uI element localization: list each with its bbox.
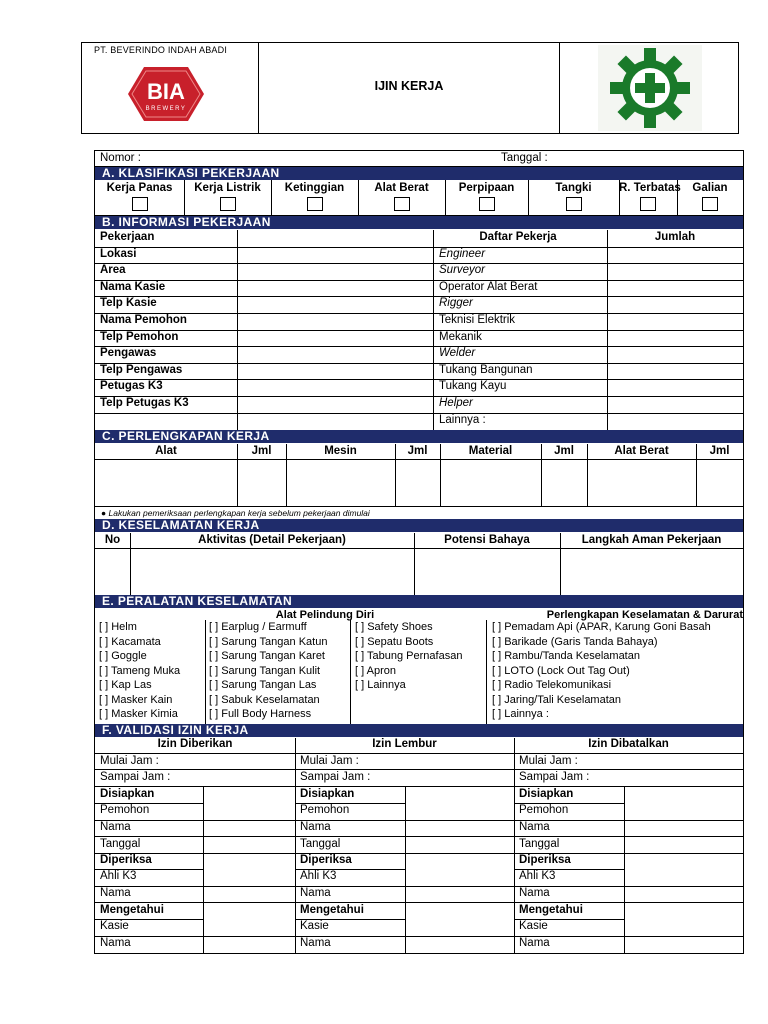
pekerja-type: Teknisi Elektrik: [439, 314, 516, 326]
keselamatan-header: Langkah Aman Pekerjaan: [581, 534, 722, 546]
validasi-field: Tanggal: [100, 838, 141, 850]
klasifikasi-label: Tangki: [555, 182, 592, 194]
klasifikasi-checkbox[interactable]: [394, 197, 410, 211]
keselamatan-header: Aktivitas (Detail Pekerjaan): [198, 534, 346, 546]
info-field-label: Pengawas: [100, 347, 157, 360]
perlengkapan-header: Jml: [554, 445, 574, 457]
validasi-field: Nama: [519, 937, 550, 949]
validasi-field: Kasie: [300, 920, 329, 932]
klasifikasi-label: Perpipaan: [458, 182, 515, 194]
info-field-label: Nama Pemohon: [100, 314, 187, 326]
validasi-field: Nama: [300, 821, 331, 833]
peralatan-item: [ ] Sarung Tangan Las: [209, 679, 317, 691]
peralatan-item: [ ] Helm: [99, 621, 137, 633]
keselamatan-header: No: [104, 534, 121, 546]
validasi-field: Kasie: [519, 920, 548, 932]
peralatan-item: [ ] Kap Las: [99, 679, 152, 691]
klasifikasi-label: Ketinggian: [284, 182, 345, 194]
peralatan-item: [ ] Kacamata: [99, 635, 161, 648]
section-a-header: A. KLASIFIKASI PEKERJAAN: [95, 167, 743, 180]
validasi-field: Nama: [300, 937, 331, 949]
validasi-field: Nama: [100, 821, 131, 833]
info-field-label: Nama Kasie: [100, 280, 166, 293]
darurat-header: Perlengkapan Keselamatan & Darurat: [546, 609, 743, 621]
validasi-column-header: Izin Lembur: [372, 738, 437, 750]
peralatan-item: [ ] Lainnya: [355, 679, 406, 691]
pekerja-type: Lainnya :: [439, 413, 486, 426]
klasifikasi-label: Kerja Listrik: [194, 182, 261, 194]
klasifikasi-label: Alat Berat: [374, 182, 429, 194]
validasi-field: Mulai Jam :: [100, 755, 159, 767]
peralatan-item: [ ] Lainnya :: [492, 708, 549, 720]
bia-logo: [126, 65, 206, 123]
validasi-field: Ahli K3: [100, 870, 137, 882]
tanggal-label: Tanggal :: [501, 152, 548, 164]
company-name: PT. BEVERINDO INDAH ABADI: [94, 45, 228, 55]
pekerja-type: Surveyor: [439, 264, 486, 277]
perlengkapan-header: Alat: [155, 445, 177, 457]
klasifikasi-checkbox[interactable]: [479, 197, 495, 211]
validasi-field: Nama: [300, 887, 331, 899]
daftar-pekerja-header: Daftar Pekerja: [479, 231, 557, 243]
perlengkapan-header: Jml: [251, 445, 272, 457]
peralatan-item: [ ] Pemadam Api (APAR, Karung Goni Basah: [492, 621, 711, 633]
perlengkapan-note: ● Lakukan pemeriksaan perlengkapan kerja sebelum pekerjaan dimulai: [101, 508, 370, 518]
peralatan-item: [ ] Jaring/Tali Keselamatan: [492, 693, 622, 706]
validasi-field: Pemohon: [100, 804, 150, 816]
keselamatan-header: Potensi Bahaya: [444, 534, 530, 546]
title-cell: [259, 43, 560, 133]
klasifikasi-checkbox[interactable]: [132, 197, 148, 211]
pekerja-type: Tukang Kayu: [439, 380, 507, 393]
peralatan-item: [ ] Masker Kain: [99, 693, 173, 706]
validasi-field: Diperiksa: [100, 854, 152, 866]
peralatan-item: [ ] Radio Telekomunikasi: [492, 679, 612, 691]
peralatan-item: [ ] Tameng Muka: [99, 664, 181, 677]
peralatan-item: [ ] Safety Shoes: [355, 621, 433, 633]
perlengkapan-header: Jml: [407, 445, 428, 457]
peralatan-item: [ ] Rambu/Tanda Keselamatan: [492, 650, 640, 662]
peralatan-item: [ ] Earplug / Earmuff: [209, 621, 307, 633]
validasi-field: Ahli K3: [300, 870, 337, 882]
pekerja-type: Engineer: [439, 247, 486, 260]
peralatan-item: [ ] LOTO (Lock Out Tag Out): [492, 664, 630, 677]
info-field-label: Telp Kasie: [100, 297, 157, 310]
company-cell: [82, 43, 259, 133]
pekerja-type: Helper: [439, 397, 473, 409]
validasi-field: Tanggal: [300, 838, 341, 850]
peralatan-item: [ ] Sarung Tangan Katun: [209, 635, 328, 648]
pekerja-type: Mekanik: [439, 330, 482, 343]
pekerja-type: Rigger: [439, 297, 473, 310]
klasifikasi-checkbox[interactable]: [566, 197, 582, 211]
nomor-label: Nomor :: [100, 152, 141, 164]
section-d-header: D. KESELAMATAN KERJA: [95, 519, 743, 532]
info-field-label: Area: [100, 264, 126, 277]
pekerja-type: Operator Alat Berat: [439, 280, 538, 293]
peralatan-item: [ ] Full Body Harness: [209, 708, 312, 720]
klasifikasi-checkbox[interactable]: [307, 197, 323, 211]
validasi-field: Nama: [519, 821, 550, 833]
validasi-field: Disiapkan: [519, 788, 574, 800]
apd-header: Alat Pelindung Diri: [275, 609, 375, 621]
peralatan-item: [ ] Apron: [355, 664, 396, 677]
section-b-header: B. INFORMASI PEKERJAAN: [95, 216, 743, 229]
peralatan-item: [ ] Masker Kimia: [99, 708, 178, 720]
info-field-label: Lokasi: [100, 247, 137, 260]
validasi-field: Disiapkan: [300, 788, 355, 800]
info-field-label: Pekerjaan: [100, 231, 155, 243]
peralatan-item: [ ] Barikade (Garis Tanda Bahaya): [492, 635, 658, 648]
validasi-field: Mengetahui: [519, 904, 583, 916]
validasi-field: Sampai Jam :: [300, 771, 371, 783]
section-e-header: E. PERALATAN KESELAMATAN: [95, 595, 743, 608]
pekerja-type: Welder: [439, 347, 476, 360]
info-field-label: Telp Petugas K3: [100, 397, 189, 409]
logo-subtext: BREWERY: [145, 106, 187, 112]
validasi-field: Mulai Jam :: [519, 755, 578, 767]
peralatan-item: [ ] Sarung Tangan Karet: [209, 650, 325, 662]
info-field-label: Telp Pengawas: [100, 363, 183, 376]
validasi-field: Mengetahui: [100, 904, 164, 916]
klasifikasi-label: Galian: [692, 182, 728, 194]
peralatan-item: [ ] Goggle: [99, 650, 147, 662]
section-c-header: C. PERLENGKAPAN KERJA: [95, 430, 743, 443]
klasifikasi-checkbox[interactable]: [640, 197, 656, 211]
validasi-field: Disiapkan: [100, 788, 155, 800]
peralatan-item: [ ] Sepatu Boots: [355, 635, 434, 648]
klasifikasi-label: R. Terbatas: [619, 182, 681, 194]
perlengkapan-header: Alat Berat: [614, 445, 669, 457]
document-header: [81, 42, 739, 134]
validasi-field: Diperiksa: [519, 854, 571, 866]
validasi-field: Nama: [100, 887, 131, 899]
jumlah-header: Jumlah: [654, 231, 696, 243]
validasi-field: Sampai Jam :: [519, 771, 590, 783]
permit-form: [94, 150, 744, 954]
validasi-field: Mengetahui: [300, 904, 364, 916]
validasi-field: Pemohon: [300, 804, 350, 816]
k3-safety-gear-icon: [598, 45, 702, 131]
validasi-field: Nama: [100, 937, 131, 949]
klasifikasi-label: Kerja Panas: [106, 182, 173, 194]
validasi-field: Tanggal: [519, 838, 560, 850]
validasi-field: Nama: [519, 887, 550, 899]
k3-logo-cell: [560, 43, 738, 133]
info-field-label: Petugas K3: [100, 380, 163, 393]
section-f-header: F. VALIDASI IZIN KERJA: [95, 724, 743, 737]
validasi-column-header: Izin Dibatalkan: [588, 738, 669, 750]
validasi-field: Mulai Jam :: [300, 755, 359, 767]
peralatan-item: [ ] Tabung Pernafasan: [355, 650, 463, 662]
validasi-column-header: Izin Diberikan: [157, 738, 233, 750]
klasifikasi-checkbox[interactable]: [220, 197, 236, 211]
validasi-field: Kasie: [100, 920, 129, 932]
validasi-field: Diperiksa: [300, 854, 352, 866]
klasifikasi-checkbox[interactable]: [702, 197, 718, 211]
validasi-field: Ahli K3: [519, 870, 556, 882]
perlengkapan-header: Jml: [709, 445, 730, 457]
perlengkapan-header: Mesin: [324, 445, 357, 457]
form-title: IJIN KERJA: [374, 79, 444, 93]
pekerja-type: Tukang Bangunan: [439, 363, 533, 376]
perlengkapan-header: Material: [468, 445, 513, 457]
logo-text: BIA: [147, 79, 185, 104]
validasi-field: Sampai Jam :: [100, 771, 171, 783]
peralatan-item: [ ] Sabuk Keselamatan: [209, 693, 320, 706]
peralatan-item: [ ] Sarung Tangan Kulit: [209, 664, 321, 677]
info-field-label: Telp Pemohon: [100, 330, 179, 343]
validasi-field: Pemohon: [519, 804, 569, 816]
